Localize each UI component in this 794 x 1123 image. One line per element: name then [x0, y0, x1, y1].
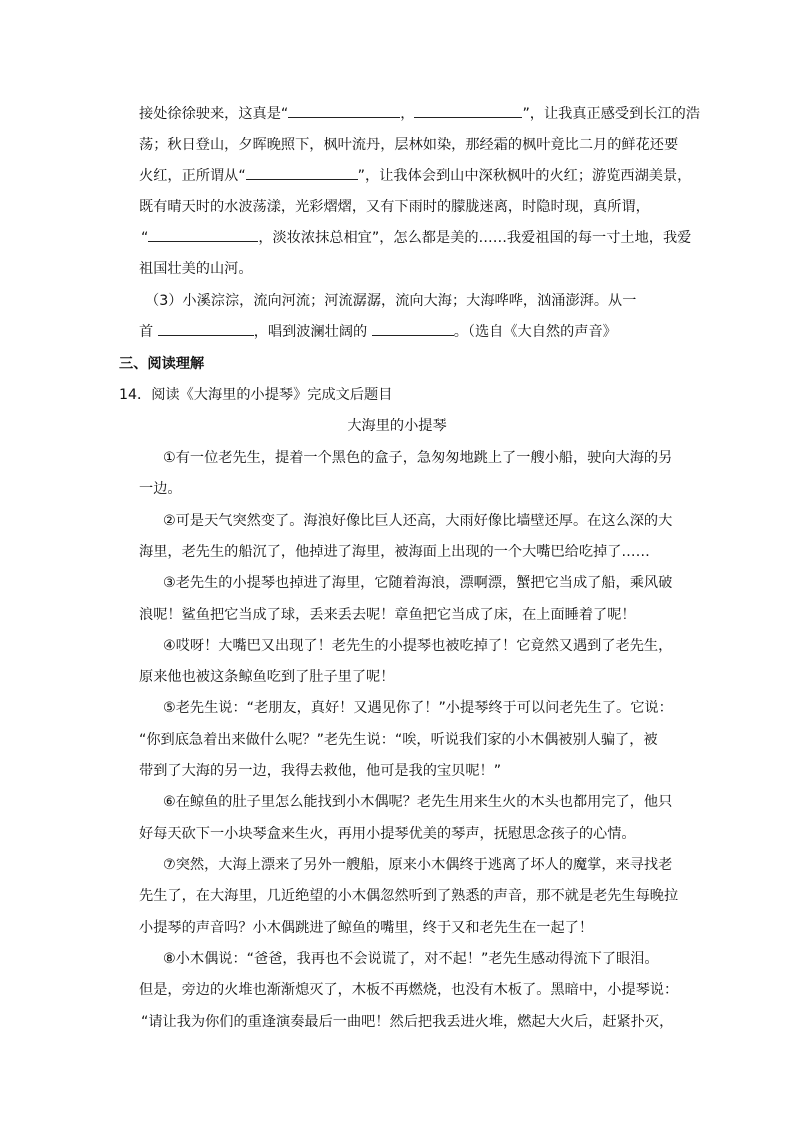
intro-text: 。（选自《大自然的声音》	[453, 324, 617, 340]
paragraph-line: 原来他也被这条鲸鱼吃到了肚子里了呢！	[139, 669, 395, 685]
intro-text: （3）小溪淙淙，流向河流；河流潺潺，流向大海；大海哗哗，汹涌澎湃。从一	[145, 293, 637, 309]
intro-text: 火红，正所谓从“	[139, 168, 246, 184]
intro-text: 祖国壮美的山河。	[139, 261, 253, 277]
answer-blank[interactable]	[288, 104, 400, 118]
answer-blank[interactable]	[148, 228, 258, 242]
paragraph-line: ②可是天气突然变了。海浪好像比巨人还高，大雨好像比墙壁还厚。在这么深的大	[163, 513, 673, 529]
intro-text: 首	[139, 324, 158, 340]
intro-line-4	[139, 196, 650, 216]
paragraph-line: 海里，老先生的船沉了，他掉进了海里，被海面上出现的一个大嘴巴给吃掉了……	[139, 544, 650, 560]
intro-text: 接处徐徐驶来，这真是“	[139, 106, 289, 122]
intro-text: ”，让我真正感受到长江的浩	[522, 106, 701, 122]
paragraph-line: ⑤老先生说：“老朋友，真好！又遇见你了！”小提琴终于可以问老先生了。它说：	[163, 700, 673, 716]
intro-text: ，淡妆浓抹总相宜”，怎么都是美的……我爱祖国的每一寸土地，我爱	[258, 230, 692, 246]
paragraph-line: 小提琴的声音吗？小木偶跳进了鲸鱼的嘴里，终于又和老先生在一起了！	[139, 920, 594, 936]
intro-line-8	[139, 321, 617, 341]
intro-line-5	[141, 227, 691, 247]
intro-line-6	[139, 258, 253, 278]
paragraph-line: 先生了，在大海里，几近绝望的小木偶忽然听到了熟悉的声音，那不就是老先生每晚拉	[139, 888, 679, 904]
answer-blank[interactable]	[246, 166, 358, 180]
paragraph-line: “请让我为你们的重逢演奏最后一曲吧！然后把我丢进火堆，燃起大火后，赶紧扑灭，	[141, 1014, 674, 1030]
answer-blank[interactable]	[158, 322, 254, 336]
section-header: 三、阅读理解	[119, 356, 205, 372]
article-title: 大海里的小提琴	[347, 418, 447, 434]
intro-text: ，	[400, 106, 415, 122]
paragraph-line: ⑦突然，大海上漂来了另外一艘船，原来小木偶终于逃离了坏人的魔掌，来寻找老	[163, 857, 673, 873]
intro-text: “	[141, 230, 149, 246]
intro-line-3	[139, 165, 691, 185]
question-prompt: 14．阅读《大海里的小提琴》完成文后题目	[119, 387, 393, 403]
paragraph-line: ①有一位老先生，提着一个黑色的盒子，急匆匆地跳上了一艘小船，驶向大海的另	[163, 450, 673, 466]
paragraph-line: ③老先生的小提琴也掉进了海里，它随着海浪，漂啊漂，蟹把它当成了船，乘风破	[163, 575, 673, 591]
paragraph-line: ⑧小木偶说：“爸爸，我再也不会说谎了，对不起！”老先生感动得流下了眼泪。	[163, 951, 659, 967]
intro-line-7	[145, 290, 636, 310]
intro-text: 既有晴天时的水波荡漾，光彩熠熠，又有下雨时的朦胧迷离，时隐时现，真所谓，	[139, 199, 650, 215]
answer-blank[interactable]	[414, 104, 522, 118]
paragraph-line: ④哎呀！大嘴巴又出现了！老先生的小提琴也被吃掉了！它竟然又遇到了老先生，	[163, 638, 673, 654]
paragraph-line: 但是，旁边的火堆也渐渐熄灭了，木板不再燃烧，也没有木板了。黑暗中，小提琴说：	[139, 982, 679, 998]
intro-text: ，唱到波澜壮阔的	[253, 324, 372, 340]
paragraph-line: “你到底急着出来做什么呢？”老先生说：“唉，听说我们家的小木偶被别人骗了，被	[139, 732, 658, 748]
paragraph-line: 一边。	[139, 481, 182, 497]
intro-line-1	[139, 103, 700, 123]
intro-text: ”，让我体会到山中深秋枫叶的火红；游览西湖美景，	[357, 168, 692, 184]
paragraph-line: 带到了大海的另一边，我得去救他，他可是我的宝贝呢！”	[139, 763, 502, 779]
paragraph-line: 好每天砍下一小块琴盒来生火，再用小提琴优美的琴声，抚慰思念孩子的心情。	[139, 826, 636, 842]
intro-line-2	[139, 134, 678, 154]
answer-blank[interactable]	[372, 322, 454, 336]
paragraph-line: 浪呢！鲨鱼把它当成了球，丢来丢去呢！章鱼把它当成了床，在上面睡着了呢！	[139, 607, 636, 623]
paragraph-line: ⑥在鲸鱼的肚子里怎么能找到小木偶呢？老先生用来生火的木头也都用完了，他只	[163, 794, 673, 810]
intro-text: 荡；秋日登山，夕晖晚照下，枫叶流丹，层林如染，那经霜的枫叶竟比二月的鲜花还要	[139, 137, 679, 153]
